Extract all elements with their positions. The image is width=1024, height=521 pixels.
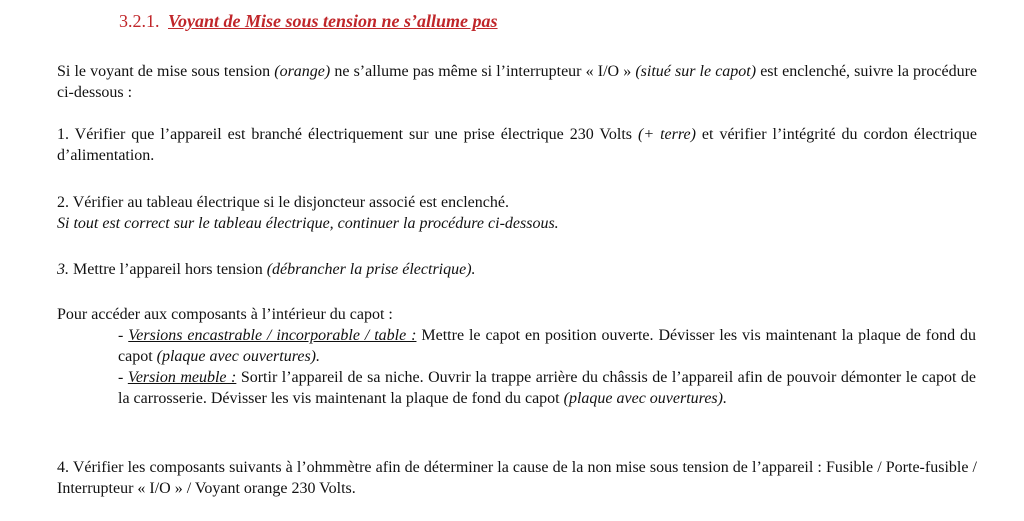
step-3 bbox=[57, 259, 977, 280]
step-1 bbox=[57, 124, 977, 166]
step-3-number: 3. bbox=[57, 261, 73, 278]
step-3-note: (débrancher la prise électrique). bbox=[266, 261, 476, 278]
step-3-text: Mettre l’appareil hors tension bbox=[73, 261, 267, 278]
intro-text-3: est enclenché, suivre la procédure ci-dessous : bbox=[57, 63, 978, 101]
step-1-text-2: et vérifier l’intégrité du cordon électrique d’alimentation. bbox=[57, 126, 977, 164]
step-4: 4. Vérifier les composants suivants à l’ohmmètre afin de déterminer la cause de la non mise sous tension de l’appareil : Fusible / Porte-fusible / Interrupteur « I/O » / Voyant orange 230 Volts. bbox=[57, 459, 977, 497]
step-1-text: 1. Vérifier que l’appareil est branché électriquement sur une prise électrique 230 Volts bbox=[57, 126, 639, 143]
intro-text-2: ne s’allume pas même si l’interrupteur « I/O » bbox=[330, 63, 636, 80]
version-meuble-text: Sortir l’appareil de sa niche. Ouvrir la trappe arrière du châssis de l’appareil afin de pouvoir démonter le capot de la carrosserie. Dévisser les vis maintenant la plaque de fond du capot bbox=[118, 369, 977, 407]
intro-location: (situé sur le capot) bbox=[635, 63, 757, 80]
intro-paragraph bbox=[57, 61, 977, 103]
step-2-note: Si tout est correct sur le tableau électrique, continuer la procédure ci-dessous. bbox=[57, 215, 559, 232]
version-encastrable-text: Mettre le capot en position ouverte. Dévisser les vis maintenant la plaque de fond du capot bbox=[118, 327, 977, 365]
version-encastrable bbox=[118, 325, 976, 367]
access-intro: Pour accéder aux composants à l’intérieur du capot : bbox=[57, 306, 393, 323]
section-number: 3.2.1. bbox=[119, 11, 160, 31]
version-meuble-note: (plaque avec ouvertures). bbox=[563, 390, 727, 407]
version-meuble-label: Version meuble : bbox=[127, 369, 237, 386]
intro-text: Si le voyant de mise sous tension bbox=[57, 63, 275, 80]
step-2-text: 2. Vérifier au tableau électrique si le disjoncteur associé est enclenché. bbox=[57, 194, 509, 211]
intro-orange: (orange) bbox=[274, 63, 331, 80]
version-encastrable-note: (plaque avec ouvertures). bbox=[156, 348, 320, 365]
step-2 bbox=[57, 192, 977, 234]
version-encastrable-dash: - bbox=[118, 327, 129, 344]
version-meuble-dash: - bbox=[118, 369, 128, 386]
section-title: Voyant de Mise sous tension ne s’allume pas bbox=[168, 11, 498, 31]
version-encastrable-label: Versions encastrable / incorporable / table : bbox=[128, 327, 417, 344]
step-1-ground: (+ terre) bbox=[638, 126, 696, 143]
version-meuble bbox=[118, 367, 976, 409]
section-heading bbox=[119, 10, 498, 32]
